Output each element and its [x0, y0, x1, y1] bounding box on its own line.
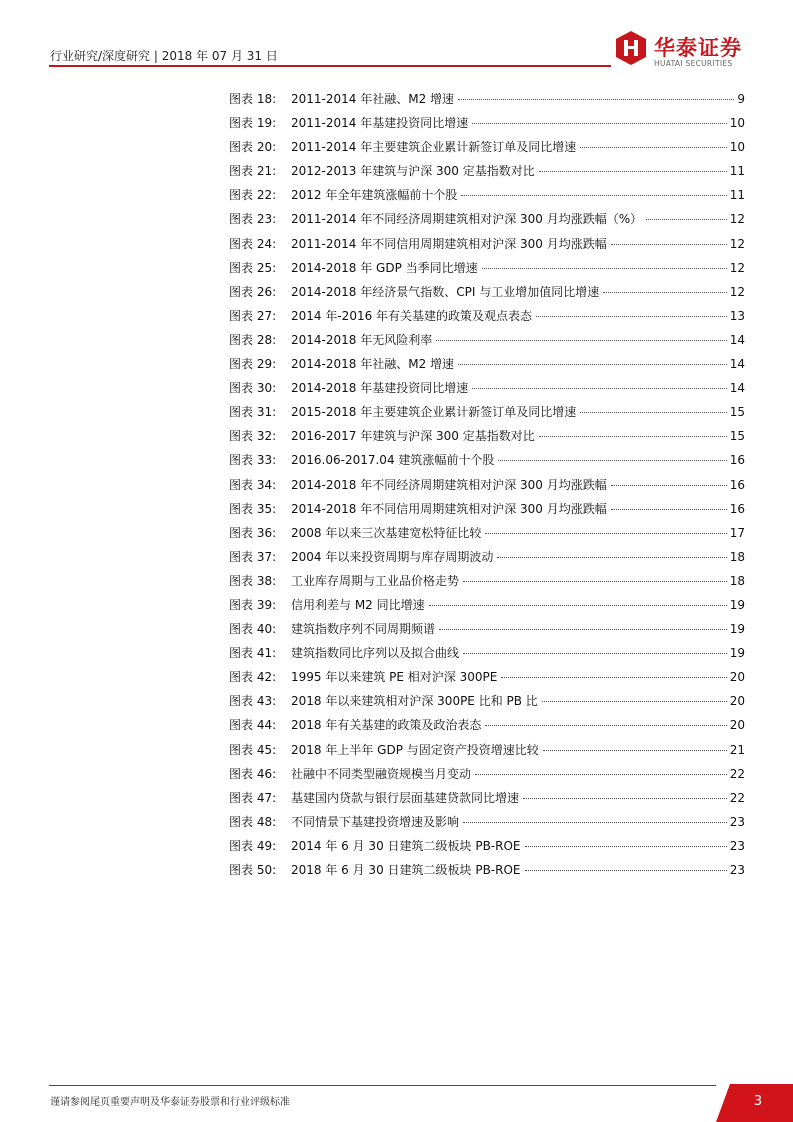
- toc-entry-page: 19: [729, 597, 745, 612]
- toc-entry-page: 22: [729, 766, 745, 781]
- toc-entry[interactable]: [229, 400, 745, 424]
- toc-entry[interactable]: [229, 207, 745, 231]
- toc-entry-page: 21: [729, 742, 745, 757]
- toc-entry-title: 2012 年全年建筑涨幅前十个股: [291, 188, 458, 203]
- toc-dot-leader: [543, 750, 727, 751]
- toc-entry-label: 图表 43:: [229, 694, 277, 709]
- toc-entry-title: 工业库存周期与工业品价格走势: [291, 573, 460, 588]
- toc-entry[interactable]: [229, 786, 745, 810]
- toc-entry-page: 13: [729, 308, 745, 323]
- toc-entry-label: 图表 39:: [229, 597, 277, 612]
- toc-entry[interactable]: [229, 448, 745, 472]
- toc-entry-title: 基建国内贷款与银行层面基建贷款同比增速: [291, 790, 520, 805]
- toc-dot-leader: [458, 99, 734, 100]
- toc-entry-title: 2012-2013 年建筑与沪深 300 定基指数对比: [291, 164, 535, 179]
- toc-entry-title: 2014-2018 年 GDP 当季同比增速: [291, 260, 478, 275]
- page-number-badge: [716, 1084, 793, 1122]
- toc-entry-label: 图表 34:: [229, 477, 277, 492]
- toc-entry-label: 图表 20:: [229, 140, 277, 155]
- toc-entry[interactable]: [229, 159, 745, 183]
- toc-dot-leader: [539, 171, 727, 172]
- toc-entry[interactable]: [229, 87, 745, 111]
- toc-entry-title: 2014-2018 年社融、M2 增速: [291, 357, 455, 372]
- toc-entry-page: 20: [729, 670, 745, 685]
- toc-entry-page: 15: [729, 429, 745, 444]
- toc-entry[interactable]: [229, 738, 745, 762]
- toc-entry-page: 19: [729, 646, 745, 661]
- toc-entry-label: 图表 30:: [229, 381, 277, 396]
- toc-entry-label: 图表 31:: [229, 405, 277, 420]
- toc-entry[interactable]: [229, 352, 745, 376]
- toc-dot-leader: [542, 701, 727, 702]
- toc-entry-label: 图表 36:: [229, 525, 277, 540]
- toc-entry-title: 2011-2014 年不同经济周期建筑相对沪深 300 月均涨跌幅（%）: [291, 212, 643, 227]
- toc-dot-leader: [485, 533, 726, 534]
- toc-dot-leader: [536, 316, 727, 317]
- toc-dot-leader: [611, 485, 727, 486]
- toc-entry-title: 2014-2018 年不同信用周期建筑相对沪深 300 月均涨跌幅: [291, 501, 607, 516]
- toc-entry-label: 图表 27:: [229, 308, 277, 323]
- toc-entry-page: 14: [729, 357, 745, 372]
- toc-entry-label: 图表 21:: [229, 164, 277, 179]
- toc-entry-page: 20: [729, 718, 745, 733]
- toc-entry-label: 图表 23:: [229, 212, 277, 227]
- toc-dot-leader: [523, 798, 727, 799]
- toc-entry-title: 2014-2018 年基建投资同比增速: [291, 381, 469, 396]
- toc-entry[interactable]: [229, 232, 745, 256]
- toc-entry-label: 图表 50:: [229, 863, 277, 877]
- toc-entry-title: 2011-2014 年不同信用周期建筑相对沪深 300 月均涨跌幅: [291, 236, 607, 251]
- toc-dot-leader: [461, 195, 726, 196]
- toc-entry[interactable]: [229, 569, 745, 593]
- toc-entry-title: 2014 年 6 月 30 日建筑二级板块 PB-ROE: [291, 838, 521, 853]
- toc-entry-title: 建筑指数序列不同周期频谱: [291, 622, 436, 637]
- toc-entry-title: 2014-2018 年不同经济周期建筑相对沪深 300 月均涨跌幅: [291, 477, 607, 492]
- toc-entry-page: 16: [729, 453, 745, 468]
- toc-dot-leader: [580, 147, 726, 148]
- toc-entry[interactable]: [229, 641, 745, 665]
- toc-entry-page: 23: [729, 814, 745, 829]
- toc-entry[interactable]: [229, 521, 745, 545]
- toc-entry[interactable]: [229, 665, 745, 689]
- toc-dot-leader: [525, 846, 727, 847]
- toc-dot-leader: [439, 629, 727, 630]
- toc-dot-leader: [646, 219, 727, 220]
- toc-entry-label: 图表 49:: [229, 838, 277, 853]
- toc-entry-page: 15: [729, 405, 745, 420]
- toc-entry-title: 2018 年 6 月 30 日建筑二级板块 PB-ROE: [291, 863, 521, 877]
- toc-entry[interactable]: [229, 473, 745, 497]
- toc-entry-title: 2018 年上半年 GDP 与固定资产投资增速比较: [291, 742, 539, 757]
- toc-entry-label: 图表 45:: [229, 742, 277, 757]
- toc-entry-title: 2014-2018 年无风险利率: [291, 332, 433, 347]
- toc-dot-leader: [525, 870, 727, 871]
- toc-dot-leader: [472, 123, 726, 124]
- toc-dot-leader: [436, 340, 726, 341]
- toc-dot-leader: [429, 605, 727, 606]
- toc-entry-label: 图表 46:: [229, 766, 277, 781]
- toc-dot-leader: [458, 364, 727, 365]
- toc-entry-page: 16: [729, 501, 745, 516]
- toc-entry[interactable]: [229, 376, 745, 400]
- toc-entry-label: 图表 33:: [229, 453, 277, 468]
- chart-index-list: [229, 87, 745, 882]
- toc-entry-page: 23: [729, 838, 745, 853]
- toc-dot-leader: [501, 677, 726, 678]
- toc-entry-page: 23: [729, 863, 745, 877]
- toc-dot-leader: [463, 653, 727, 654]
- toc-entry-label: 图表 19:: [229, 116, 277, 131]
- toc-entry-page: 16: [729, 477, 745, 492]
- toc-entry[interactable]: [229, 834, 745, 858]
- toc-entry[interactable]: [229, 810, 745, 834]
- toc-entry-title: 2015-2018 年主要建筑企业累计新签订单及同比增速: [291, 405, 577, 420]
- toc-entry-page: 12: [729, 260, 745, 275]
- toc-entry[interactable]: [229, 689, 745, 713]
- toc-dot-leader: [463, 581, 727, 582]
- toc-dot-leader: [539, 436, 727, 437]
- toc-entry[interactable]: [229, 858, 745, 882]
- toc-entry-title: 1995 年以来建筑 PE 相对沪深 300PE: [291, 670, 498, 685]
- toc-entry[interactable]: [229, 617, 745, 641]
- toc-entry-label: 图表 35:: [229, 501, 277, 516]
- toc-entry-label: 图表 47:: [229, 790, 277, 805]
- toc-entry-label: 图表 48:: [229, 814, 277, 829]
- toc-entry-label: 图表 28:: [229, 332, 277, 347]
- toc-entry-page: 18: [729, 573, 745, 588]
- toc-entry-label: 图表 40:: [229, 622, 277, 637]
- toc-entry-page: 14: [729, 381, 745, 396]
- toc-entry-label: 图表 37:: [229, 549, 277, 564]
- footer-divider: [49, 1085, 717, 1086]
- toc-entry-title: 2018 年以来建筑相对沪深 300PE 比和 PB 比: [291, 694, 538, 709]
- toc-entry-page: 12: [729, 236, 745, 251]
- toc-entry-label: 图表 18:: [229, 92, 277, 106]
- toc-entry-page: 22: [729, 790, 745, 805]
- header-divider: [49, 65, 611, 67]
- toc-entry-page: 18: [729, 549, 745, 564]
- toc-dot-leader: [611, 509, 727, 510]
- toc-entry-label: 图表 42:: [229, 670, 277, 685]
- toc-entry-page: 17: [729, 525, 745, 540]
- toc-dot-leader: [611, 244, 727, 245]
- brand-name-cn: 华泰证券: [654, 36, 742, 60]
- toc-entry-page: 20: [729, 694, 745, 709]
- toc-entry-label: 图表 38:: [229, 573, 277, 588]
- brand-name-en: HUATAI SECURITIES: [654, 59, 733, 68]
- toc-entry-page: 12: [729, 284, 745, 299]
- toc-entry-title: 2014 年-2016 年有关基建的政策及观点表态: [291, 308, 533, 323]
- toc-entry-label: 图表 22:: [229, 188, 277, 203]
- toc-entry-title: 不同情景下基建投资增速及影响: [291, 814, 460, 829]
- report-breadcrumb: 行业研究/深度研究 | 2018 年 07 月 31 日: [50, 49, 278, 63]
- toc-entry[interactable]: [229, 328, 745, 352]
- toc-entry-label: 图表 26:: [229, 284, 277, 299]
- toc-entry-title: 2014-2018 年经济景气指数、CPI 与工业增加值同比增速: [291, 284, 600, 299]
- toc-entry-page: 14: [729, 332, 745, 347]
- toc-entry-label: 图表 24:: [229, 236, 277, 251]
- toc-entry-page: 19: [729, 622, 745, 637]
- toc-entry[interactable]: [229, 256, 745, 280]
- toc-entry-label: 图表 41:: [229, 646, 277, 661]
- toc-entry-label: 图表 29:: [229, 357, 277, 372]
- toc-entry[interactable]: [229, 593, 745, 617]
- toc-entry[interactable]: [229, 545, 745, 569]
- toc-entry-title: 2018 年有关基建的政策及政治表态: [291, 718, 482, 733]
- huatai-logo-icon: [616, 31, 646, 65]
- toc-dot-leader: [603, 292, 727, 293]
- toc-entry-title: 2011-2014 年主要建筑企业累计新签订单及同比增速: [291, 140, 577, 155]
- toc-dot-leader: [482, 268, 727, 269]
- toc-entry-page: 10: [729, 116, 745, 131]
- toc-entry-title: 2016.06-2017.04 建筑涨幅前十个股: [291, 453, 495, 468]
- toc-entry-page: 11: [729, 164, 745, 179]
- toc-entry-label: 图表 25:: [229, 260, 277, 275]
- toc-entry[interactable]: [229, 713, 745, 737]
- toc-dot-leader: [472, 388, 726, 389]
- toc-entry-label: 图表 44:: [229, 718, 277, 733]
- toc-dot-leader: [497, 557, 726, 558]
- footer-disclaimer: 谨请参阅尾页重要声明及华泰证券股票和行业评级标准: [50, 1097, 290, 1108]
- toc-entry[interactable]: [229, 280, 745, 304]
- toc-entry-title: 信用利差与 M2 同比增速: [291, 597, 425, 612]
- toc-entry-label: 图表 32:: [229, 429, 277, 444]
- toc-entry[interactable]: [229, 183, 745, 207]
- toc-entry-title: 2004 年以来投资周期与库存周期波动: [291, 549, 494, 564]
- toc-entry-title: 建筑指数同比序列以及拟合曲线: [291, 646, 460, 661]
- toc-entry-title: 2008 年以来三次基建宽松特征比较: [291, 525, 482, 540]
- toc-entry-page: 10: [729, 140, 745, 155]
- toc-entry-page: 9: [737, 92, 745, 106]
- toc-entry-title: 2011-2014 年基建投资同比增速: [291, 116, 469, 131]
- toc-entry-title: 2011-2014 年社融、M2 增速: [291, 92, 455, 106]
- toc-entry-title: 社融中不同类型融资规模当月变动: [291, 766, 472, 781]
- toc-dot-leader: [498, 460, 726, 461]
- toc-entry[interactable]: [229, 135, 745, 159]
- toc-dot-leader: [463, 822, 727, 823]
- toc-entry[interactable]: [229, 762, 745, 786]
- toc-entry-page: 12: [729, 212, 745, 227]
- toc-entry[interactable]: [229, 424, 745, 448]
- huatai-logo: [616, 31, 756, 71]
- toc-dot-leader: [485, 725, 726, 726]
- toc-entry[interactable]: [229, 497, 745, 521]
- toc-entry-page: 11: [729, 188, 745, 203]
- toc-dot-leader: [580, 412, 726, 413]
- toc-entry-title: 2016-2017 年建筑与沪深 300 定基指数对比: [291, 429, 535, 444]
- toc-dot-leader: [475, 774, 727, 775]
- toc-entry[interactable]: [229, 304, 745, 328]
- toc-entry[interactable]: [229, 111, 745, 135]
- page-number: 3: [753, 1094, 763, 1109]
